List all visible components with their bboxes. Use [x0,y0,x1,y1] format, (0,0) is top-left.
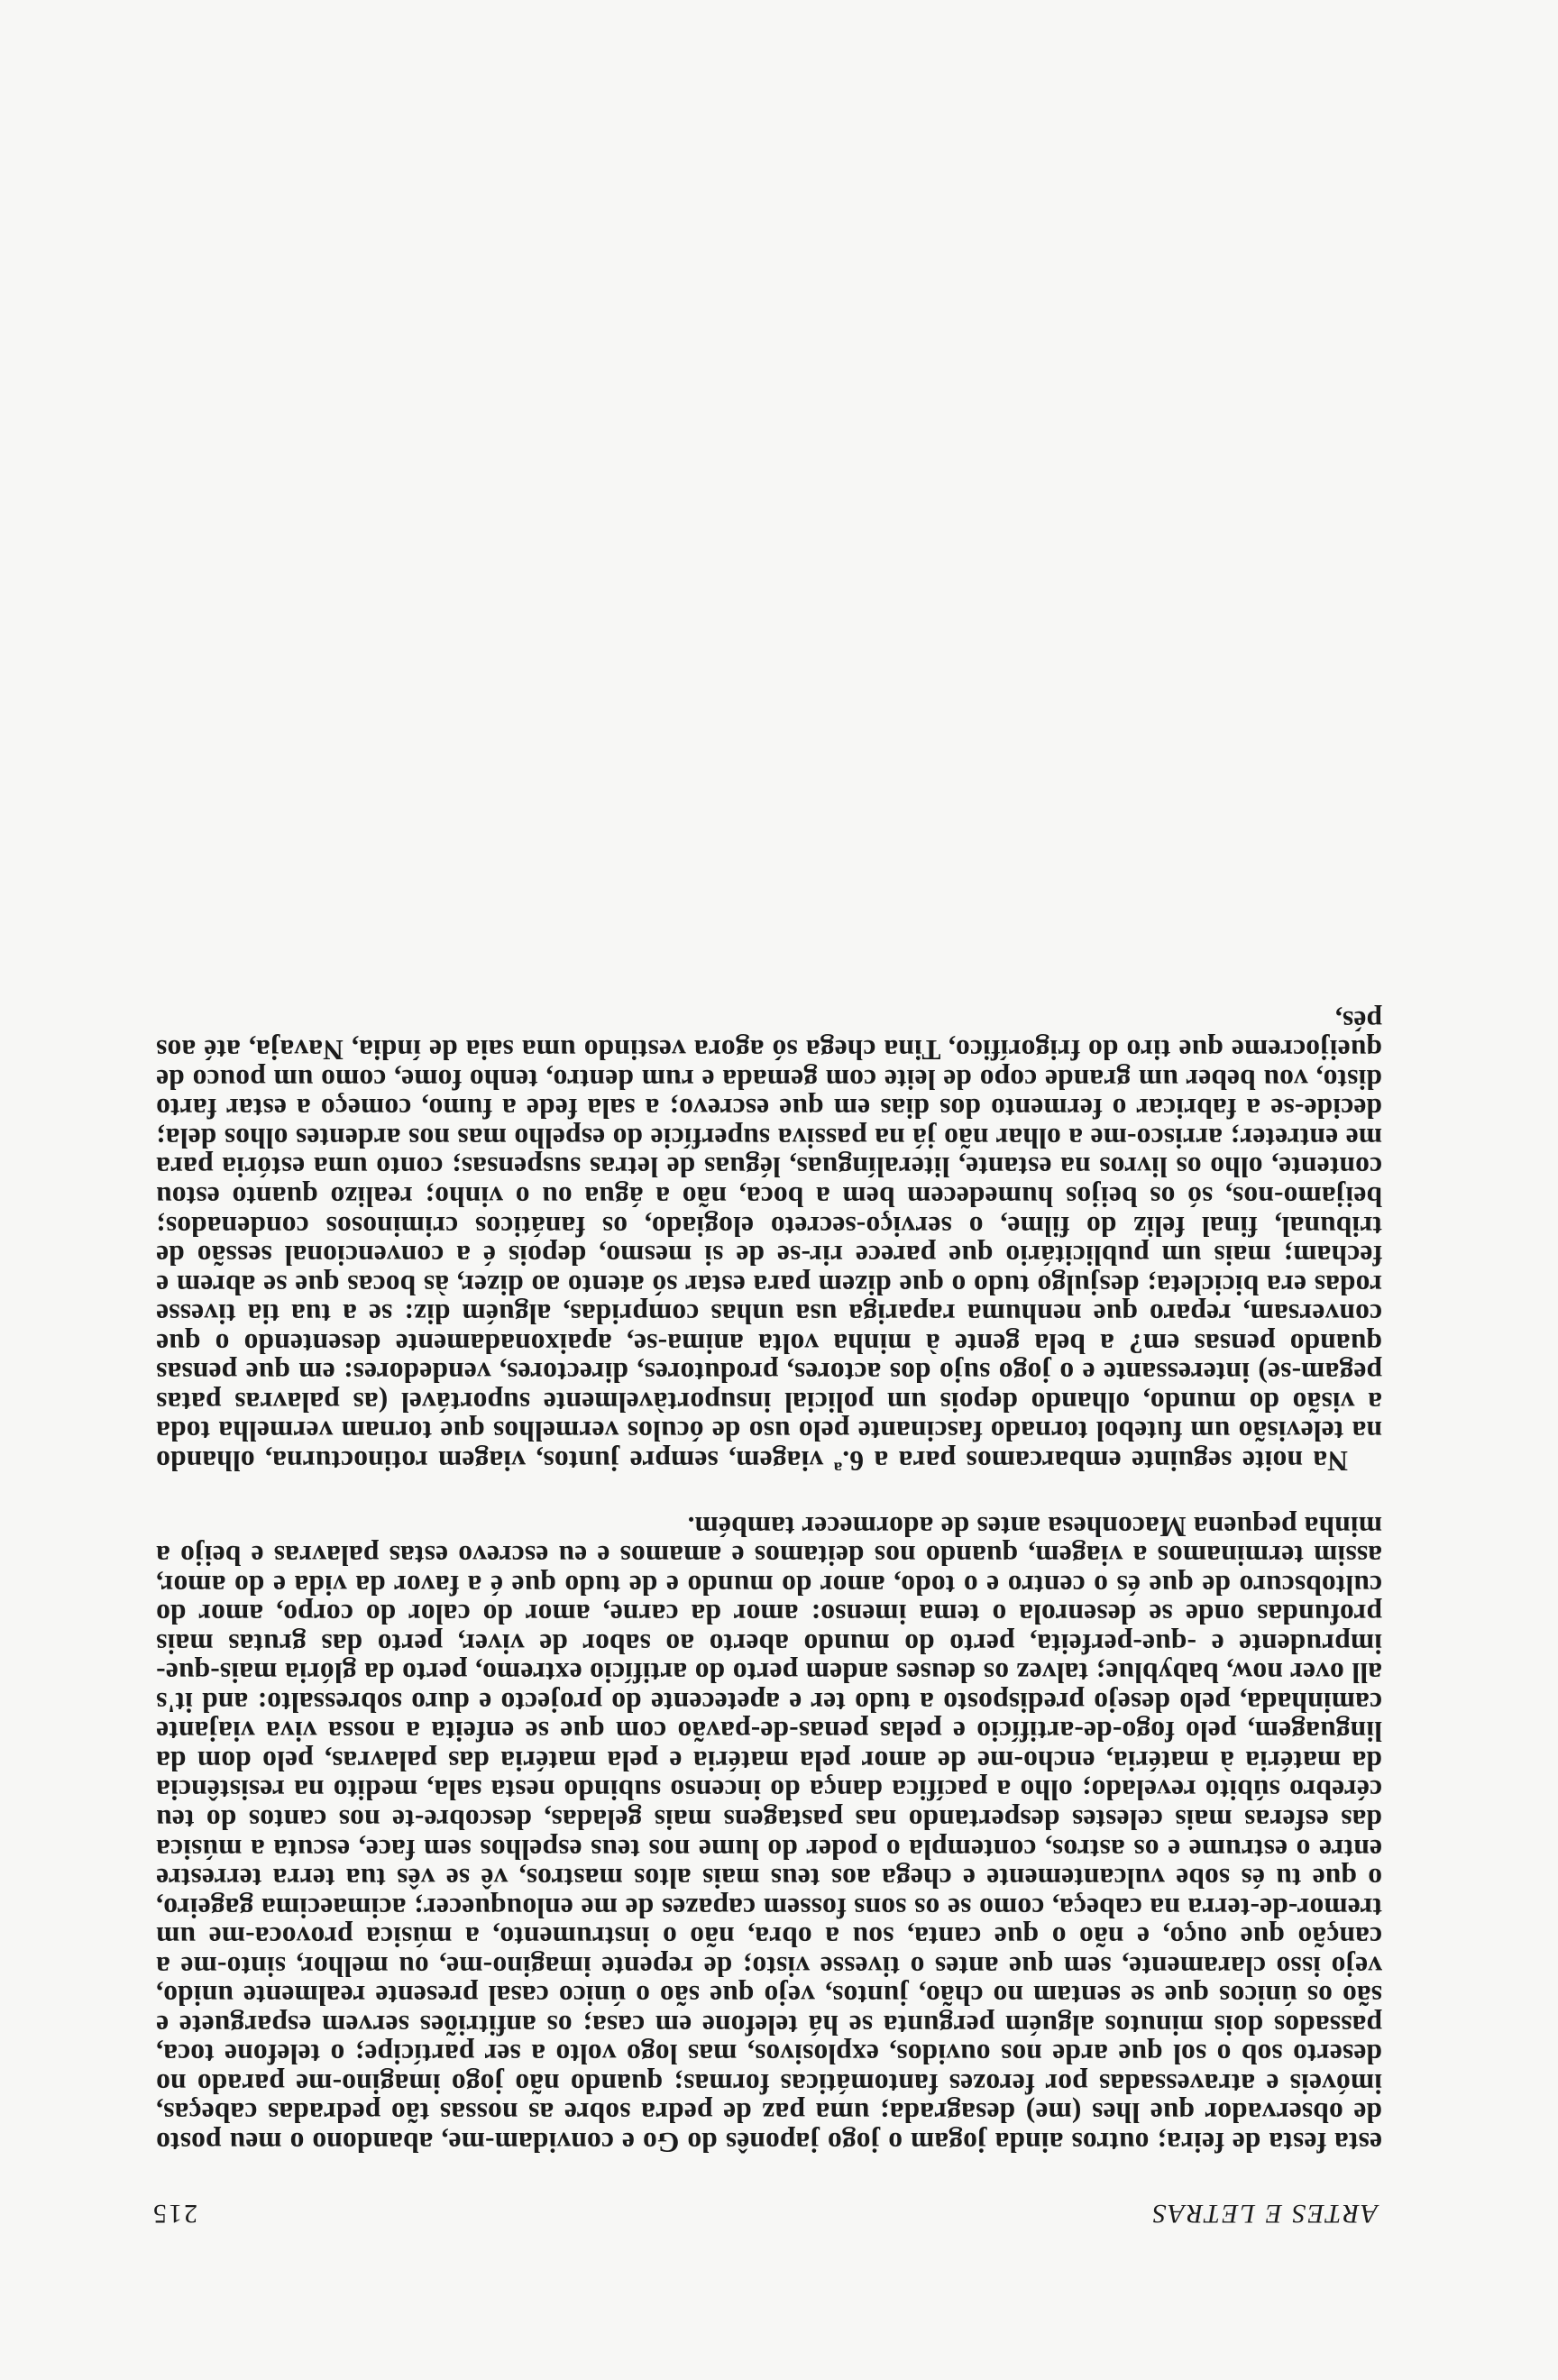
running-head [151,2192,1387,2229]
body-text [156,1005,1382,2156]
paragraph-continued: esta festa de feira; outros ainda jogam o jogo japonês do Go e convidam-me, abandono o meu posto de observador que lhes (me) desagrada; uma paz de pedra sobre as nossas tão pedradas cabeças, imóveis e atravessadas por ferozes fantomáticas formas; quando não jogo imagino-me parado no deserto sob o sol que arde nos ouvidos, explosivos, mas logo volto a ser partícipe; o telefone toca, passados dois minutos alguém pergunta se há telefone em casa; os anfitriões servem esparguete e são os únicos que se sentam no chão, juntos, vejo que são o único casal presente realmente unido, vejo isso claramente, sem que antes o tivesse visto; de repente imagino-me, ou melhor, sinto-me a canção que ouço, e não o que canta, sou a obra, não o instrumento, a música provoca-me um tremor-de-terra na cabeça, como se os sons fossem capazes de me enlouquecer; acimaecima gageiro, o que tu és sobe vulcantemente e chega aos teus mais altos mastros, vê se vês tua terra terrestre entre o estrume e os astros, contempla o poder do lume nos teus espelhos sem face, escuta a música das esferas mais celestes despertando nas pastagens mais geladas, descobre-te nos cantos do teu cérebro súbito revelado; olho a pacífica dança do incenso subindo nesta sala, medito na resistência da matéria à matéria, encho-me de amor pela matéria e pela matéria das palavras, pelo dom da linguagem, pelo fogo-de-artifício e pelas penas-de-pavão com que se enfeita a nossa viva viajante caminhada, pelo desejo predisposto a tudo ter e apetecente do projecto e duro sobressalto: and it's all over now, babyblue; talvez os deuses andem perto do artifício extremo, perto da glória mais-que-imprudente e -que-perfeita, perto do mundo aberto ao sabor de viver, perto das grutas mais profundas onde se desenrola o tema imenso: amor da carne, amor do calor do corpo, amor do cultobscuro de que és o centro e o todo, amor do mundo e de tudo que é a favor da vida e do amor, assim terminamos a viagem, quando nos deitamos e amamos e eu escrevo estas palavras e beijo a minha pequena Maconhesa antes de adormecer também. [156,1510,1382,2158]
paragraph-sixth-journey: Na noite seguinte embarcamos para a 6.ª viagem, sempre juntos, viagem rotinocturna, olhando na televisão um futebol tornado fascinante pelo uso de óculos vermelhos que tornam vermelha toda a visão do mundo, olhando depois um policial insuportàvelmente suportável (as palavras patas pegam-se) interessante e o jogo sujo dos actores, produtores, directores, vendedores: em que pensas quando pensas em? a bela gente à minha volta anima-se, apaixonadamente desentendo o que conversam, reparo que nenhuma rapariga usa unhas compridas, alguém diz: se a tua tia tivesse rodas era bicicleta; desjulgo tudo o que dizem para estar só atento ao dizer, às bocas que se abrem e fecham; mais um publicitário que parece rir-se de si mesmo, depois é a convencional sessão de tribunal, final feliz do filme, o serviço-secreto elogiado, os fanáticos criminosos condenados; beijamo-nos, só os beijos humedecem bem a boca, não a água ou o vinho; realizo quanto estou contente, olho os livros na estante, literalínguas, léguas de letras suspensas; conto uma estória para me entreter; arrisco-me a olhar não já na passiva superfície do espelho mas nos ardentes olhos dela; decide-se a fabricar o fermento dos dias em que escrevo; a sala fede a fumo, começo a estar farto disto, vou beber um grande copo de leite com gemada e rum dentro, tenho fome, como um pouco de queijocreme que tiro do frigorífico, Tina chega só agora vestindo uma saia de índia, Navaja, até aos pés, [156,1004,1382,1477]
page-number: 215 [151,2199,197,2229]
section-title: ARTES E LETRAS [1150,2199,1378,2229]
